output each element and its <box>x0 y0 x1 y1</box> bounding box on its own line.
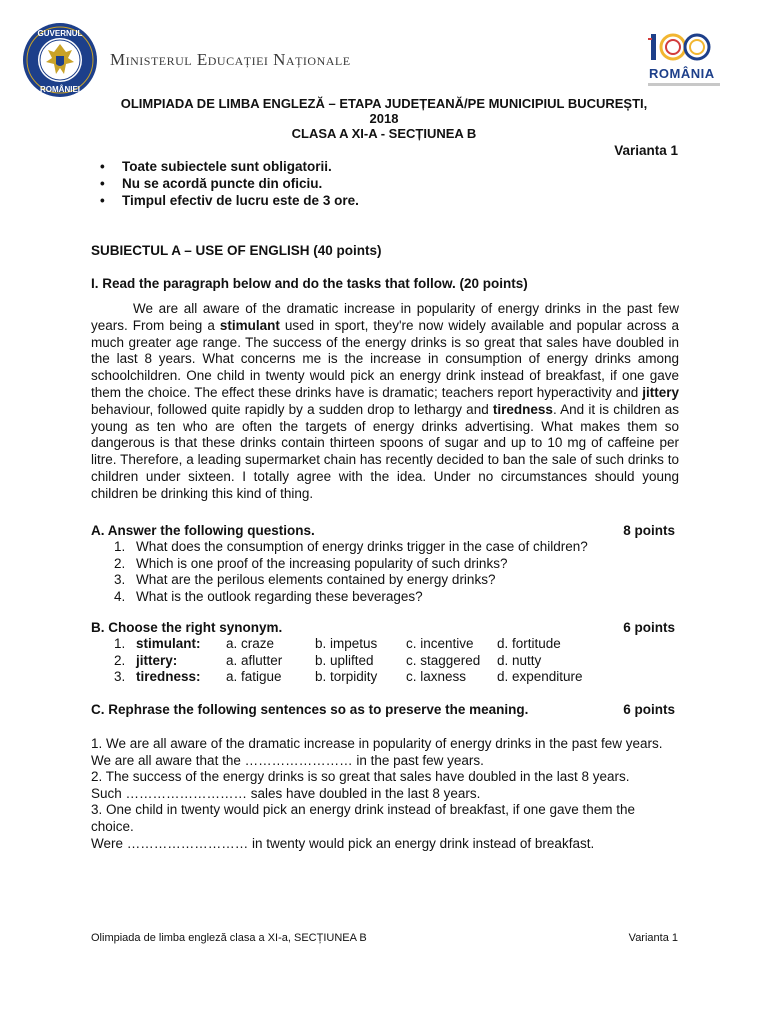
rule-item: • Timpul efectiv de lucru este de 3 ore. <box>100 192 359 209</box>
item-number: 1. <box>114 539 126 554</box>
questions-list <box>114 539 588 605</box>
synonym-table <box>114 636 583 686</box>
subject-a-heading: SUBIECTUL A – USE OF ENGLISH (40 points) <box>91 243 382 258</box>
option-c: c. incentive <box>406 636 474 651</box>
option-a: a. fatigue <box>226 669 282 685</box>
target-word: tiredness: <box>136 669 201 685</box>
ministry-name: Ministerul Educației Naționale <box>110 50 351 69</box>
section-a-heading: A. Answer the following questions. <box>91 523 315 538</box>
option-d: d. nutty <box>497 652 542 668</box>
table-row <box>114 636 583 653</box>
section-c-points: 6 points <box>623 702 675 717</box>
paragraph-text: behaviour, followed quite rapidly by a sudden drop to lethargy and <box>91 401 493 417</box>
exam-rules-list <box>100 158 359 209</box>
item-number: 4. <box>114 588 126 604</box>
list-item <box>114 589 588 606</box>
title-line-3: CLASA A XI-A - SECȚIUNEA B <box>291 126 477 141</box>
paragraph-text: We are all aware of the dramatic increase in popularity of energy drinks in the past few years. From being a <box>91 301 679 333</box>
keyword-stimulant: stimulant <box>219 317 280 333</box>
reading-paragraph <box>91 301 679 503</box>
part-1-heading: I. Read the paragraph below and do the tasks that follow. (20 points) <box>91 276 528 291</box>
item-text: What does the consumption of energy drinks trigger in the case of children? <box>136 539 588 554</box>
item-text: What are the perilous elements contained by energy drinks? <box>136 572 496 588</box>
option-c: c. staggered <box>406 652 481 668</box>
table-row <box>114 653 583 670</box>
sentence-2-rephrase: Such ……………………… sales have doubled in the last 8 years. <box>91 785 481 801</box>
item-number: 2. <box>114 555 126 571</box>
sentence-3: 3. One child in twenty would pick an energy drink instead of breakfast, if one gave them the choice. <box>91 802 636 834</box>
list-item <box>114 539 588 556</box>
footer-right: Varianta 1 <box>628 932 678 944</box>
row-number: 1. <box>114 636 126 651</box>
sentence-1-rephrase: We are all aware that the …………………… in the past few years. <box>91 752 484 768</box>
option-d: d. fortitude <box>497 636 561 651</box>
variant-label: Varianta 1 <box>614 143 678 158</box>
rule-item: • Nu se acordă puncte din oficiu. <box>100 175 359 192</box>
paragraph-text: used in sport, they're now widely available and popular across a much greater age range. The success of the energy drinks is so great that sales have doubled in the last 8 years. What concerns me is the increase in consumption of energy drinks among schoolchildren. One child in twenty would pick an energy drink instead of breakfast, if one gave them the choice. The effect these drinks have is dramatic; teachers report hyperactivity and <box>91 317 679 400</box>
paragraph-text: . And it is children as young as ten who are often the targets of energy drinks advertising. What makes them so dangerous is that these drinks contain thirteen spoons of sugar and up to 10 mg of caffeine per litre. Therefore, a leading supermarket chain has recently decided to ban the sale of such drinks to children under sixteen. I totally agree with the idea. Under no circumstances should young children be drinking this kind of thing. <box>91 401 679 501</box>
rule-item: • Toate subiectele sunt obligatorii. <box>100 158 359 175</box>
table-row <box>114 669 583 686</box>
centenary-logo-text: ROMÂNIA <box>649 66 715 81</box>
svg-text:ROMÂNIEI: ROMÂNIEI <box>40 85 80 94</box>
section-c-heading: C. Rephrase the following sentences so as to preserve the meaning. <box>91 702 529 717</box>
keyword-tiredness: tiredness <box>492 401 553 417</box>
option-a: a. aflutter <box>226 652 283 668</box>
item-text: Which is one proof of the increasing popularity of such drinks? <box>136 555 508 571</box>
row-number: 2. <box>114 652 126 668</box>
logo-tagline-decoration <box>648 83 720 86</box>
option-c: c. laxness <box>406 669 467 685</box>
sentence-2: 2. The success of the energy drinks is so great that sales have doubled in the last 8 years. <box>91 769 630 785</box>
option-b: b. uplifted <box>315 652 374 668</box>
option-b: b. impetus <box>315 636 378 651</box>
keyword-jittery: jittery <box>642 384 679 400</box>
section-b-heading: B. Choose the right synonym. <box>91 620 283 635</box>
title-line-2: 2018 <box>369 111 399 126</box>
sentence-3-rephrase: Were ……………………… in twenty would pick an energy drink instead of breakfast. <box>91 835 595 851</box>
section-b-points: 6 points <box>623 620 675 635</box>
section-a-points: 8 points <box>623 523 675 538</box>
list-item <box>114 572 588 589</box>
item-number: 3. <box>114 572 126 588</box>
sentence-1: 1. We are all aware of the dramatic increase in popularity of energy drinks in the past few years. <box>91 736 663 751</box>
list-item <box>114 556 588 573</box>
title-line-1: OLIMPIADA DE LIMBA ENGLEZĂ – ETAPA JUDEȚEANĂ/PE MUNICIPIUL BUCUREȘTI, <box>120 96 648 111</box>
target-word: jittery: <box>136 652 178 668</box>
target-word: stimulant: <box>136 636 201 651</box>
page-header <box>0 0 768 95</box>
item-text: What is the outlook regarding these beverages? <box>136 588 423 604</box>
government-seal-icon <box>22 22 98 98</box>
footer-left: Olimpiada de limba engleză clasa a XI-a, SECȚIUNEA B <box>91 932 367 944</box>
option-a: a. craze <box>226 636 275 651</box>
option-b: b. torpidity <box>315 669 378 685</box>
svg-text:GUVERNUL: GUVERNUL <box>37 29 83 38</box>
olympiad-title <box>0 96 768 141</box>
option-d: d. expenditure <box>497 669 583 685</box>
row-number: 3. <box>114 669 126 685</box>
rephrase-exercise <box>91 736 681 852</box>
